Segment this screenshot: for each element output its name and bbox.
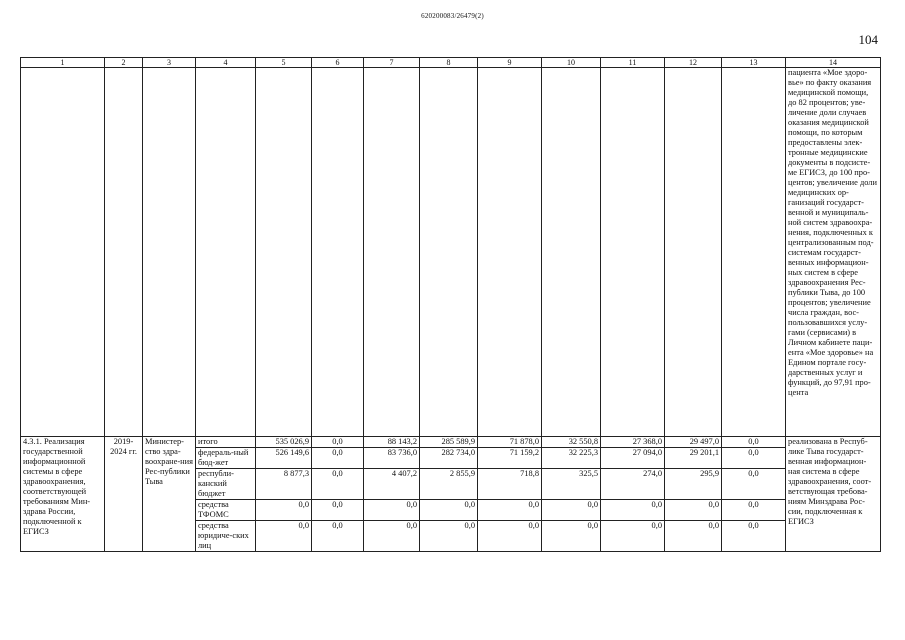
- funding-source: средства ТФОМС: [196, 500, 256, 521]
- value-cell: 0,0: [478, 521, 542, 552]
- value-cell: 0,0: [478, 500, 542, 521]
- value-cell: 0,0: [722, 448, 786, 469]
- value-cell: 0,0: [312, 437, 364, 448]
- funding-source: республи-канский бюджет: [196, 469, 256, 500]
- value-cell: 0,0: [364, 500, 420, 521]
- value-cell: 0,0: [722, 469, 786, 500]
- funding-source: федераль-ный бюд-жет: [196, 448, 256, 469]
- continuation-row: [21, 68, 881, 437]
- col-number: 4: [196, 58, 256, 68]
- value-cell: 0,0: [722, 437, 786, 448]
- value-cell: 718,8: [478, 469, 542, 500]
- continued-result-text: пациента «Мое здоро-вье» по факту оказания медицинской помощи, до 82 процентов; уве-личение доли случаев оказания медицинской помощи, по которым предоставлены элек-тронные медицинские документы в подсисте-ме ЕГИСЗ, до 100 про-центов; увеличение доли медицинских ор-ганизаций государст-венной и муниципаль-ной систем здравоохра-нения, подключенных к централизованным под-системам государст-венных информацион-ных систем в сфере здравоохранения Рес-публики Тыва, до 100 процентов; увеличение числа граждан, вос-пользовавшихся услу-гами (сервисами) в Личном кабинете паци-ента «Мое здоровье» на Едином портале госу-дарственных услуг и функций, до 97,91 про-цента: [786, 68, 881, 437]
- value-cell: 0,0: [601, 500, 665, 521]
- value-cell: 0,0: [256, 500, 312, 521]
- col-number: 1: [21, 58, 105, 68]
- value-cell: 295,9: [665, 469, 722, 500]
- value-cell: 0,0: [665, 500, 722, 521]
- value-cell: 0,0: [312, 500, 364, 521]
- value-cell: 0,0: [722, 521, 786, 552]
- value-cell: 32 550,8: [542, 437, 601, 448]
- value-cell: 27 368,0: [601, 437, 665, 448]
- value-cell: 0,0: [364, 521, 420, 552]
- value-cell: 0,0: [665, 521, 722, 552]
- value-cell: 27 094,0: [601, 448, 665, 469]
- col-number: 11: [601, 58, 665, 68]
- col-number: 7: [364, 58, 420, 68]
- value-cell: 71 159,2: [478, 448, 542, 469]
- value-cell: 325,5: [542, 469, 601, 500]
- value-cell: 0,0: [256, 521, 312, 552]
- item-name: 4.3.1. Реализация государственной информационной системы в сфере здравоохранения, соответствующей требованиям Мин-здрава России, подключенной к ЕГИСЗ: [21, 437, 105, 552]
- value-cell: 32 225,3: [542, 448, 601, 469]
- value-cell: 29 497,0: [665, 437, 722, 448]
- value-cell: 88 143,2: [364, 437, 420, 448]
- value-cell: 4 407,2: [364, 469, 420, 500]
- funding-source: средства юридиче-ских лиц: [196, 521, 256, 552]
- value-cell: 29 201,1: [665, 448, 722, 469]
- value-cell: 71 878,0: [478, 437, 542, 448]
- col-number: 10: [542, 58, 601, 68]
- value-cell: 0,0: [722, 500, 786, 521]
- value-cell: 285 589,9: [420, 437, 478, 448]
- col-number: 9: [478, 58, 542, 68]
- item-result: реализована в Респуб-лике Тыва государст-венная информацион-ная система в сфере здравоохранения, соот-ветствующая требова-ниям Минздрава Рос-сии, подключенная к ЕГИСЗ: [786, 437, 881, 552]
- col-number: 12: [665, 58, 722, 68]
- value-cell: 282 734,0: [420, 448, 478, 469]
- value-cell: 0,0: [420, 500, 478, 521]
- value-cell: 83 736,0: [364, 448, 420, 469]
- col-number: 13: [722, 58, 786, 68]
- value-cell: 535 026,9: [256, 437, 312, 448]
- col-number: 5: [256, 58, 312, 68]
- col-number: 6: [312, 58, 364, 68]
- value-cell: 0,0: [312, 448, 364, 469]
- value-cell: 0,0: [601, 521, 665, 552]
- value-cell: 0,0: [542, 521, 601, 552]
- value-cell: 8 877,3: [256, 469, 312, 500]
- value-cell: 0,0: [420, 521, 478, 552]
- value-cell: 0,0: [312, 521, 364, 552]
- funding-source: итого: [196, 437, 256, 448]
- col-number: 14: [786, 58, 881, 68]
- value-cell: 0,0: [312, 469, 364, 500]
- table-row: [21, 437, 881, 448]
- col-number: 3: [143, 58, 196, 68]
- column-number-row: [21, 58, 881, 68]
- value-cell: 0,0: [542, 500, 601, 521]
- document-id: 620200083/26479(2): [421, 12, 484, 20]
- value-cell: 274,0: [601, 469, 665, 500]
- col-number: 8: [420, 58, 478, 68]
- item-executor: Министер-ство здра-воохране-ния Рес-публики Тыва: [143, 437, 196, 552]
- item-period: 2019-2024 гг.: [105, 437, 143, 552]
- value-cell: 2 855,9: [420, 469, 478, 500]
- budget-table: [20, 57, 881, 552]
- value-cell: 526 149,6: [256, 448, 312, 469]
- page-number: 104: [858, 32, 878, 47]
- col-number: 2: [105, 58, 143, 68]
